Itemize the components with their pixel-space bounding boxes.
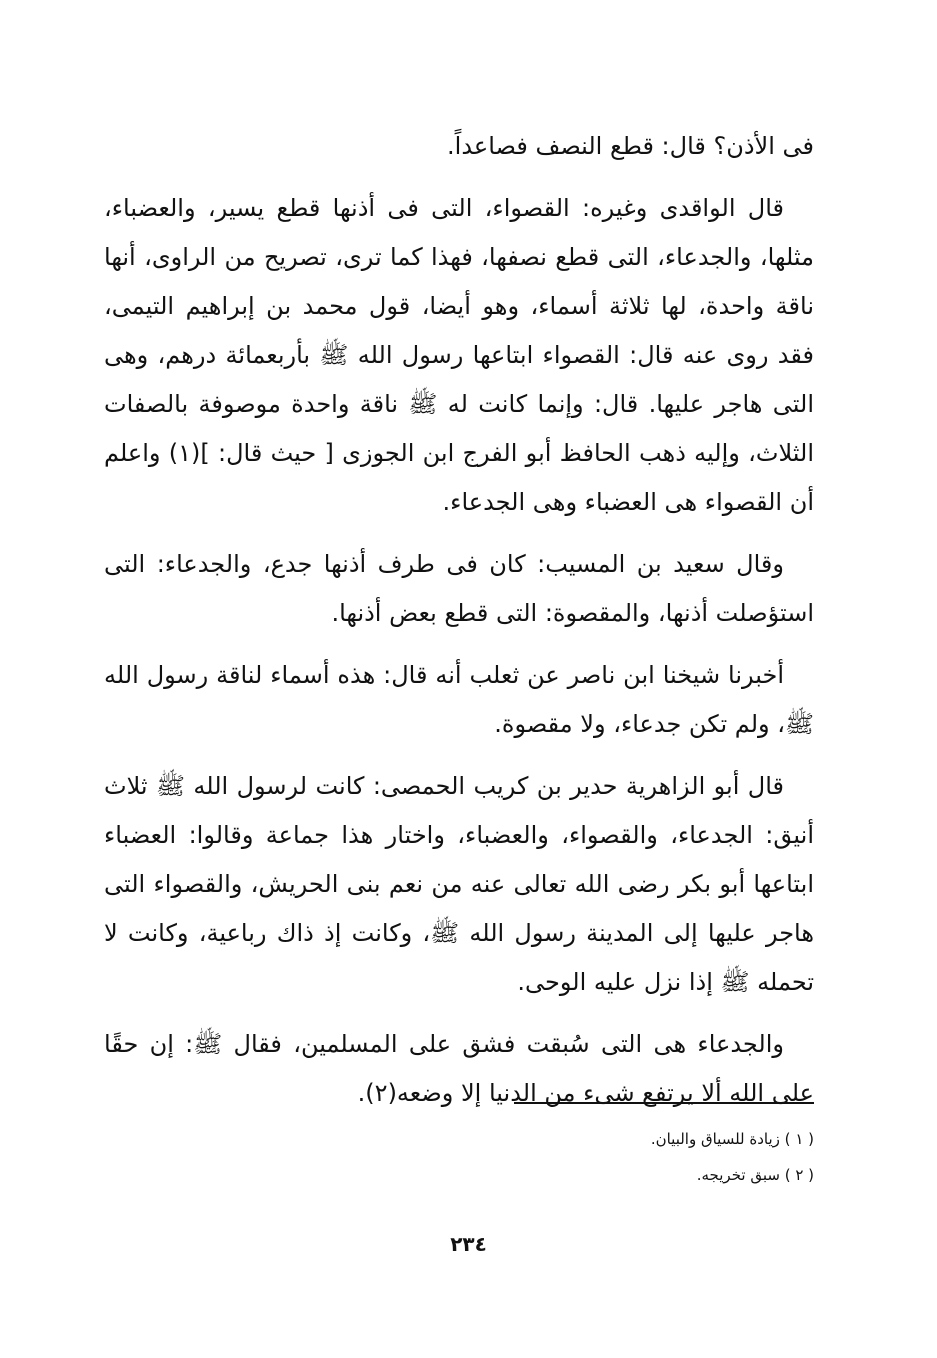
footnotes: [104, 1121, 814, 1193]
page-number: ٢٣٤: [450, 1232, 487, 1256]
paragraph-abu-zahiriya: قال أبو الزاهرية حدير بن كريب الحمصى: كانت لرسول الله ﷺ ثلاث أنيق: الجدعاء، والقصواء، والعضباء، واختار هذا جماعة وقالوا: العضباء ابتاعها أبو بكر رضى الله تعالى عنه من نعم بنى الحريش، والقصواء التى هاجر عليها إلى المدينة رسول الله ﷺ، وكانت إذ ذاك رباعية، وكانت لا تحمله ﷺ إذا نزل عليه الوحى.: [104, 772, 814, 996]
footnote-divider: [514, 1102, 814, 1104]
paragraph-continuation: فى الأذن؟ قال: قطع النصف فصاعداً.: [447, 132, 814, 160]
footnote-2: ( ٢ ) سبق تخريجه.: [696, 1166, 814, 1184]
paragraph-said-ibn-musayyib: وقال سعيد بن المسيب: كان فى طرف أذنها جدع، والجدعاء: التى استؤصلت أذنها، والمقصوة: التى قطع بعض أذنها.: [104, 550, 814, 627]
paragraph-waqidi: قال الواقدى وغيره: القصواء، التى فى أذنها قطع يسير، والعضباء، مثلها، والجدعاء، التى قطع نصفها، فهذا كما ترى، تصريح من الراوى، أنها ناقة واحدة، لها ثلاثة أسماء، وهو أيضا، قول محمد بن إبراهيم التيمى، فقد روى عنه قال: القصواء ابتاعها رسول الله ﷺ بأربعمائة درهم، وهى التى هاجر عليها. قال: وإنما كانت له ﷺ ناقة واحدة موصوفة بالصفات الثلاث، وإليه ذهب الحافظ أبو الفرج ابن الجوزى [ حيث قال: ](١) واعلم أن القصواء هى العضباء وهى الجدعاء.: [104, 194, 815, 516]
paragraph-jadaa: والجدعاء هى التى سُبقت فشق على المسلمين، فقال ﷺ: إن حقًا على الله ألا يرتفع شىء من الدنيا إلا وضعه(٢).: [104, 1030, 814, 1107]
footnote-1: ( ١ ) زيادة للسياق والبيان.: [650, 1130, 814, 1148]
paragraph-ibn-nasir: أخبرنا شيخنا ابن ناصر عن ثعلب أنه قال: هذه أسماء لناقة رسول الله ﷺ، ولم تكن جدعاء، ولا مقصوة.: [104, 661, 814, 738]
main-text: [104, 122, 814, 1131]
